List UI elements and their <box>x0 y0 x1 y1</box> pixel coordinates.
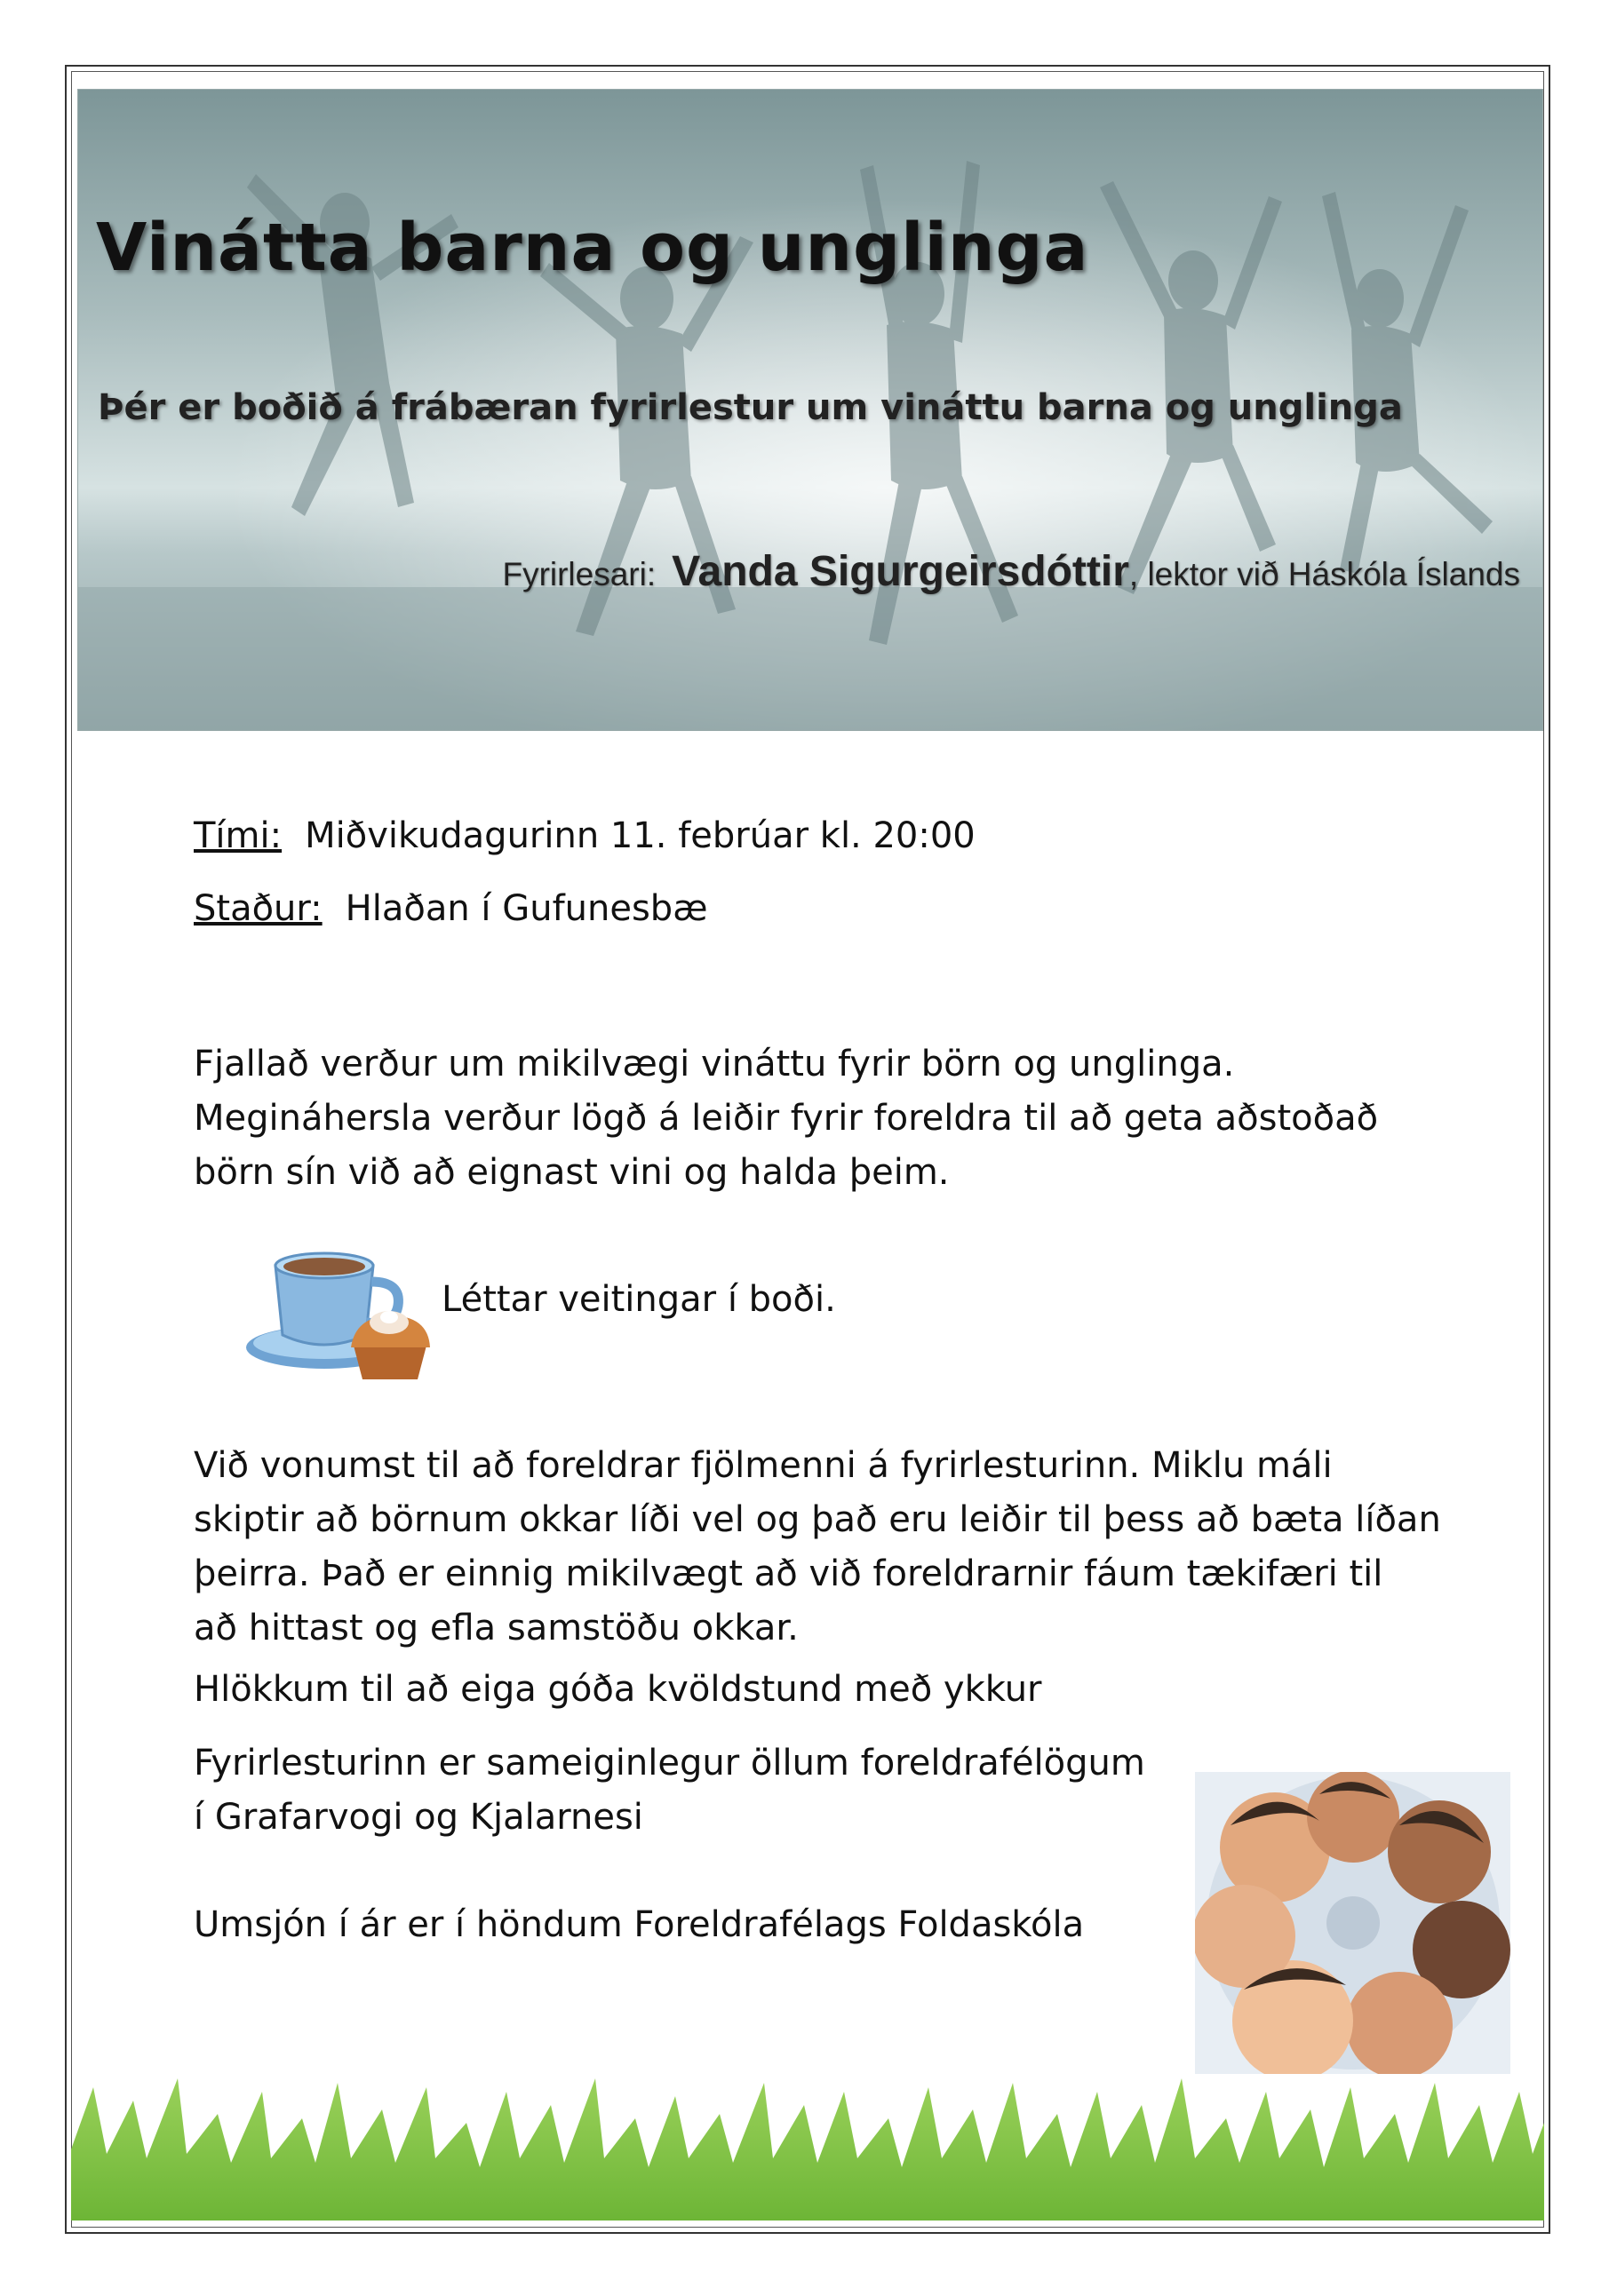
hope-line: þeirra. Það er einnig mikilvægt að við foreldrarnir fáum tækifæri til <box>194 1553 1383 1594</box>
lecturer-name: Vanda Sigurgeirsdóttir <box>672 548 1129 595</box>
shared-paragraph <box>194 1736 1145 1845</box>
intro-line: börn sín við að eignast vini og halda þeim. <box>194 1152 950 1193</box>
lecturer-label: Fyrirlesari: <box>502 556 657 592</box>
shared-line: Fyrirlesturinn er sameiginlegur öllum foreldrafélögum <box>194 1743 1145 1784</box>
lookforward-text <box>194 1663 1042 1717</box>
header-banner <box>77 89 1543 731</box>
coffee-cup-icon <box>240 1230 444 1381</box>
place-label: Staður: <box>194 888 323 929</box>
place-row <box>194 888 707 929</box>
lookforward-line: Hlökkum til að eiga góða kvöldstund með ykkur <box>194 1669 1042 1710</box>
hope-line: að hittast og efla samstöðu okkar. <box>194 1608 799 1649</box>
shared-line: í Grafarvogi og Kjalarnesi <box>194 1797 643 1838</box>
hope-paragraph <box>194 1439 1441 1656</box>
grass-decoration <box>71 2070 1544 2221</box>
children-circle-photo <box>1195 1772 1510 2074</box>
invitation-subtitle: Þér er boðið á frábæran fyrirlestur um vináttu barna og unglinga <box>98 387 1403 428</box>
page-title: Vinátta barna og unglinga <box>96 210 1089 286</box>
hope-line: skiptir að börnum okkar líði vel og það eru leiðir til þess að bæta líðan <box>194 1499 1441 1540</box>
time-row <box>194 815 976 856</box>
time-label: Tími: <box>194 815 283 856</box>
place-value: Hlaðan í Gufunesbæ <box>345 888 708 929</box>
organizer-text <box>194 1898 1084 1952</box>
organizer-line: Umsjón í ár er í höndum Foreldrafélags Foldaskóla <box>194 1904 1085 1945</box>
lecturer-line <box>502 547 1520 596</box>
intro-line: Megináhersla verður lögð á leiðir fyrir foreldra til að geta aðstoðað <box>194 1098 1379 1139</box>
time-value: Miðvikudagurinn 11. febrúar kl. 20:00 <box>305 815 976 856</box>
hope-line: Við vonumst til að foreldrar fjölmenni á fyrirlesturinn. Miklu máli <box>194 1445 1333 1486</box>
intro-line: Fjallað verður um mikilvægi vináttu fyrir börn og unglinga. <box>194 1044 1235 1084</box>
refreshments-text: Léttar veitingar í boði. <box>442 1279 836 1320</box>
intro-paragraph <box>194 1037 1378 1200</box>
lecturer-role: , lektor við Háskóla Íslands <box>1128 556 1520 592</box>
